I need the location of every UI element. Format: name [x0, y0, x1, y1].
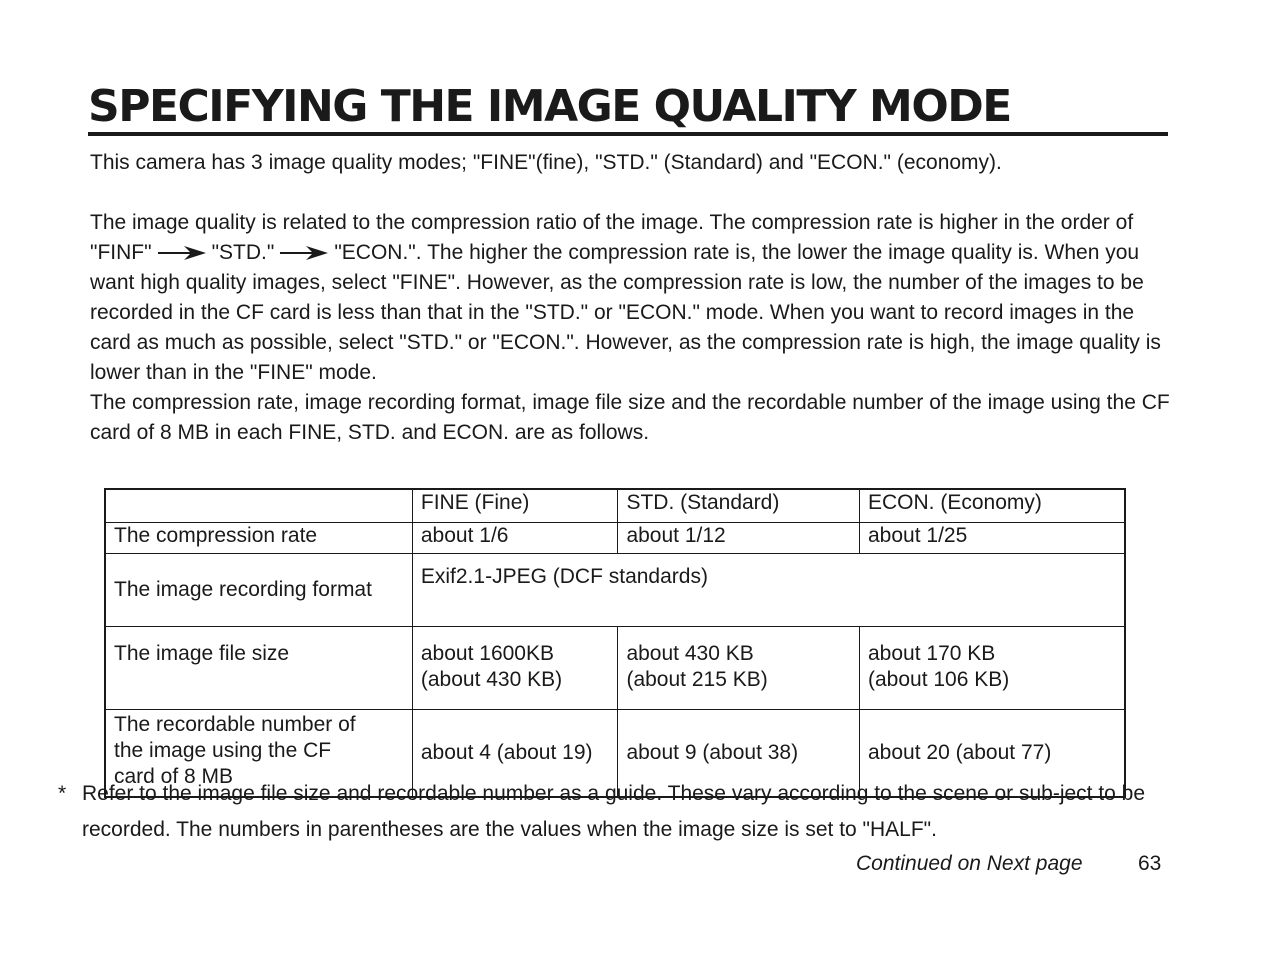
quality-spec-table [104, 488, 1126, 798]
compression-std: about 1/12 [618, 523, 860, 554]
row-label-line: the image using the CF [114, 739, 332, 762]
order-fine: "FINF" [90, 241, 152, 264]
file-size-half: (about 215 KB) [626, 668, 768, 691]
compression-paragraph [90, 208, 1180, 448]
header-std: STD. (Standard) [618, 489, 860, 523]
right-arrow-icon [158, 246, 206, 260]
count-std: about 9 (about 38) [618, 710, 860, 798]
file-size-half: (about 106 KB) [868, 668, 1010, 691]
page-title: SPECIFYING THE IMAGE QUALITY MODE [88, 81, 1011, 132]
count-econ: about 20 (about 77) [860, 710, 1126, 798]
table-row-format [105, 554, 1125, 627]
intro-paragraph: This camera has 3 image quality modes; "FINE"(fine), "STD." (Standard) and "ECON." (economy). [90, 151, 1002, 174]
footnote-marker: * [58, 782, 67, 805]
row-label: The image file size [105, 627, 412, 710]
continued-label: Continued on Next page [856, 852, 1083, 875]
file-size-value: about 170 KB [868, 642, 996, 665]
compression-econ: about 1/25 [860, 523, 1126, 554]
order-std: "STD." [211, 241, 275, 264]
file-size-value: about 1600KB [420, 642, 554, 665]
file-size-std [618, 627, 860, 710]
page-title-block [88, 82, 1168, 136]
footnote [58, 776, 1208, 848]
right-arrow-icon [280, 246, 328, 260]
order-econ: "ECON.". [334, 241, 422, 264]
file-size-econ [860, 627, 1126, 710]
file-size-half: (about 430 KB) [420, 668, 563, 691]
count-fine: about 4 (about 19) [412, 710, 618, 798]
footnote-text: Refer to the image file size and recordable number as a guide. These vary according to the scene or sub-ject to be recorded. The numbers in parentheses are the values when the image size is set to "HALF". [82, 782, 1146, 841]
header-fine: FINE (Fine) [412, 489, 618, 523]
row-label: The image recording format [105, 554, 412, 627]
format-value: Exif2.1-JPEG (DCF standards) [412, 554, 1125, 627]
para-closing: The compression rate, image recording format, image file size and the recordable number of the image using the CF card of 8 MB in each FINE, STD. and ECON. are as follows. [90, 391, 1170, 444]
para-start: The image quality is related to the compression ratio of the image. The compression rate is higher in the order of [90, 211, 1134, 234]
table-header-row [105, 489, 1125, 523]
table-row-compression [105, 523, 1125, 554]
file-size-fine [412, 627, 618, 710]
header-cell-empty [105, 489, 412, 523]
file-size-value: about 430 KB [626, 642, 754, 665]
row-label-line: The recordable number of [114, 713, 356, 736]
table-row-file-size [105, 627, 1125, 710]
para-rest: The higher the compression rate is, the lower the image quality is. When you want high quality images, select "FINE". However, as the compression rate is low, the number of the images to be recorded in the CF card is less than that in the "STD." or "ECON." mode. When you want to record images in the card as much as possible, select "STD." or "ECON.". However, as the compression rate is high, the image quality is lower than in the "FINE" mode. [90, 241, 1161, 384]
page-number: 63 [1138, 852, 1162, 875]
compression-fine: about 1/6 [412, 523, 618, 554]
row-label: The compression rate [105, 523, 412, 554]
row-label-line: card of 8 MB [114, 765, 234, 788]
header-econ: ECON. (Economy) [860, 489, 1126, 523]
